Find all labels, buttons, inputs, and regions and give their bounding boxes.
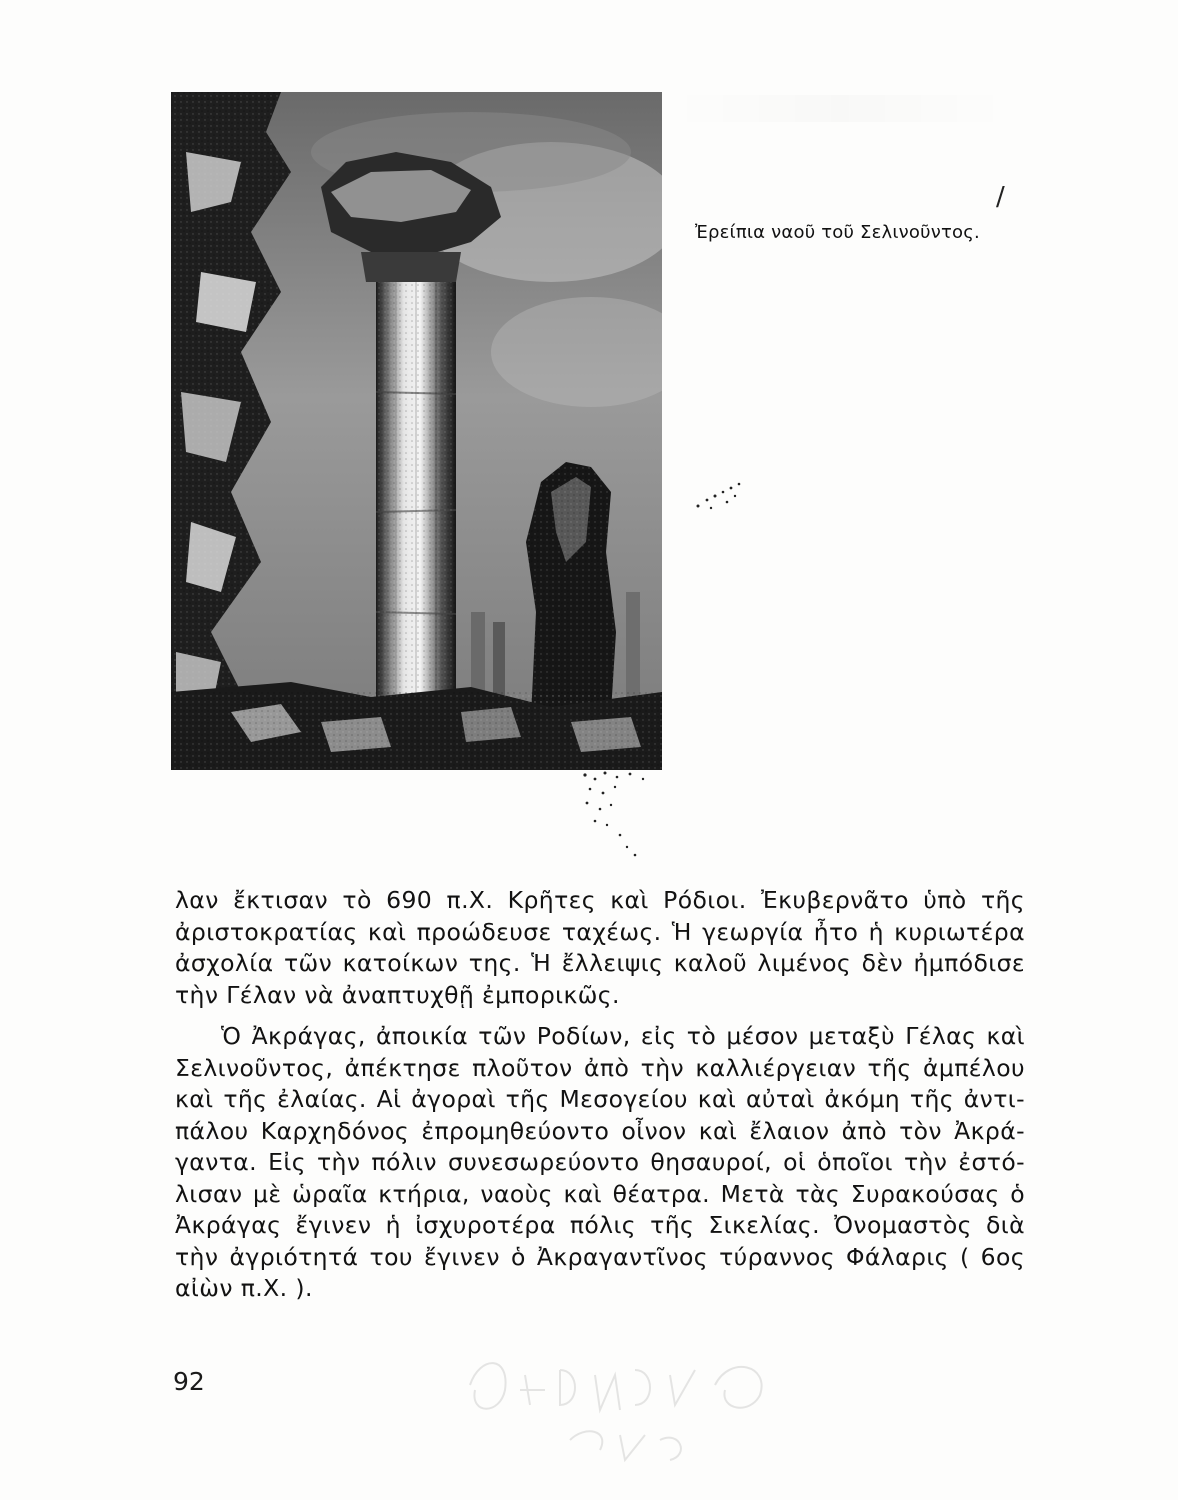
text-line: πάλου Καρχηδόνος ἐπρομηθεύοντο οἶνον καὶ ἔλαιον ἀπὸ τὸν Ἀκρά- xyxy=(175,1116,1025,1145)
reverse-handwriting-bleed xyxy=(450,1345,810,1475)
text-line: καὶ τῆς ἐλαίας. Αἱ ἀγοραὶ τῆς Μεσογείου καὶ αὐταὶ ἀκόμη τῆς ἀντι- xyxy=(175,1085,1025,1113)
photo-illustration xyxy=(171,92,662,770)
photo-edge-stipple xyxy=(575,765,675,865)
text-line: ἀριστοκρατίας καὶ προώδευσε ταχέως. Ἡ γεωργία ἦτο ἡ κυριωτέρα xyxy=(175,917,1025,946)
caption-mark: / xyxy=(996,182,1005,212)
text-line: τὴν ἀγριότητά του ἔγινεν ὁ Ἀκραγαντῖνος τύραννος Φάλαρις ( 6ος xyxy=(175,1242,1025,1271)
text-line: αἰὼν π.Χ. ). xyxy=(175,1274,313,1302)
figure-caption: Ἐρείπια ναοῦ τοῦ Σελινοῦντος. xyxy=(695,222,980,243)
text-line: Ἀκράγας ἔγινεν ἡ ἰσχυροτέρα πόλις τῆς Σικελίας. Ὀνομαστὸς διὰ xyxy=(175,1211,1025,1239)
text-line: Ὁ Ἀκράγας, ἀποικία τῶν Ροδίων, εἰς τὸ μέσον μεταξὺ Γέλας καὶ xyxy=(221,1022,1025,1050)
page-number: 92 xyxy=(173,1367,205,1396)
body-text xyxy=(175,885,1025,1305)
text-line: λισαν μὲ ὡραῖα κτήρια, ναοὺς καὶ θέατρα. Μετὰ τὰς Συρακούσας ὁ xyxy=(175,1179,1025,1208)
temple-ruins-photo xyxy=(171,92,662,770)
text-line: λαν ἔκτισαν τὸ 690 π.Χ. Κρῆτες καὶ Ρόδιοι. Ἐκυβερνᾶτο ὑπὸ τῆς xyxy=(175,886,1025,914)
text-line: Σελινοῦντος, ἀπέκτησε πλοῦτον ἀπὸ τὴν καλλιέργειαν τῆς ἀμπέλου xyxy=(175,1053,1025,1082)
text-line: γαντα. Εἰς τὴν πόλιν συνεσωρεύοντο θησαυροί, οἱ ὁποῖοι τὴν ἐστό- xyxy=(175,1148,1025,1176)
text-line: τὴν Γέλαν νὰ ἀναπτυχθῇ ἐμπορικῶς. xyxy=(175,980,620,1009)
caption-stipple xyxy=(693,478,753,518)
text-line: ἀσχολία τῶν κατοίκων της. Ἡ ἔλλειψις καλοῦ λιμένος δὲν ἠμπόδισε xyxy=(175,949,1025,977)
